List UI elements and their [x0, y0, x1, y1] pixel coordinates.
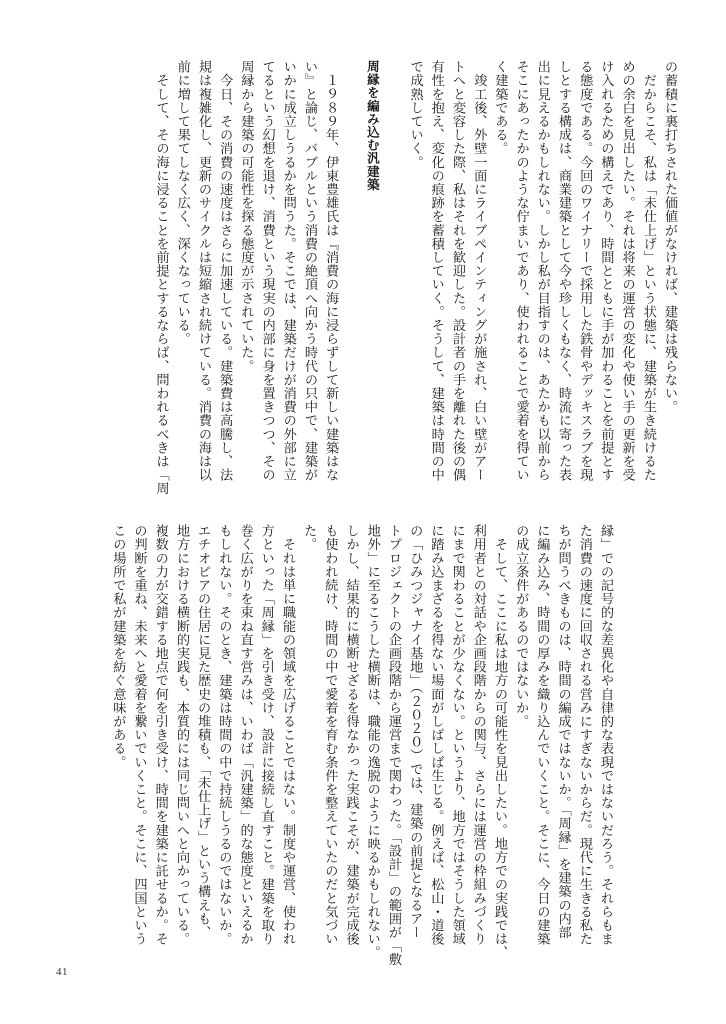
- section-heading: 周縁を編み込む汎建築: [365, 60, 381, 191]
- text-line: 周縁から建築の可能性を探る態度が示されていた。: [238, 60, 254, 373]
- text-line: 地外」に至るこうした横断は、職能の逸脱のように映るかもしれない。: [364, 524, 380, 960]
- text-line: る態度である。今回のワイナリーで採用した鉄骨やデッキスラブを現: [577, 60, 593, 482]
- text-line: 出に見えるかもしれない。しかし私が目指すのは、あたかも以前から: [534, 60, 550, 482]
- text-line: エチオピアの住居に見た歴史の堆積も、「未仕上げ」という構えも、: [195, 524, 211, 939]
- text-line: 複数の力が交錯する地点で何を引き受け、時間を建築に託せるか。そ: [152, 524, 168, 946]
- text-line: の判断を重ね、未来へと愛着を繋いでいくこと。そこに、四国という: [131, 524, 147, 946]
- text-line: ちが問うべきものは、時間の編成ではないか。「周縁」を建築の内部: [555, 524, 571, 939]
- text-line: めの余白を見出したい。それは将来の運営の変化や使い手の更新を受: [619, 60, 635, 482]
- text-line: もしれない。そのとき、建築は時間の中で持続しうるのではないか。: [216, 524, 232, 946]
- text-line: てるという幻想を退け、消費という現実の内部に身を置きつつ、その: [259, 60, 275, 482]
- text-line: で成熟していく。: [407, 60, 423, 169]
- text-line: そこにあったかのような佇まいであり、使われることで愛着を得てい: [513, 60, 529, 482]
- text-line: 地方における横断的実践も、本質的には同じ問いへと向かっている。: [173, 524, 189, 946]
- text-line: け入れるための構えであり、時間とともに手が加わることを前提とす: [598, 60, 614, 482]
- text-line: 竣工後、外壁一面にライブペインティングが施され、白い壁がアー: [471, 60, 487, 482]
- text-line: トへと変容した際、私はそれを歓迎した。設計者の手を離れた後の偶: [449, 60, 465, 482]
- text-line: に踏み込まざるを得ない場面がしばしば生じる。例えば、松山・道後: [428, 524, 444, 946]
- text-line: 利用者との対話や企画段階からの関与、さらには運営の枠組みづくり: [470, 524, 486, 946]
- text-line: 巻く広がりを束ね直す営みは、いわば「汎建築」的な態度といえるか: [237, 524, 253, 946]
- text-line: 有性を抱え、変化の痕跡を蓄積していく。そうして、建築は時間の中: [428, 60, 444, 482]
- text-line: た。: [301, 524, 317, 552]
- text-line: そして、その海に浸ることを前提とするならば、問われるべきは「周: [153, 60, 169, 496]
- text-line: 今日、その消費の速度はさらに加速している。建築費は高騰し、法: [217, 60, 233, 482]
- text-line: 規は複雑化し、更新のサイクルは短縮され続けている。消費の海は以: [195, 60, 211, 482]
- text-line: も使われ続け、時間の中で愛着を育む条件を整えていたのだと気づい: [322, 524, 338, 946]
- text-line: 縁」での記号的な差異化や自律的な表現ではないだろう。それらもま: [598, 524, 613, 946]
- text-line: トプロジェクトの企画段階から運営まで関わった。「設計」の範囲が「敷: [385, 524, 401, 967]
- text-line: 方といった「周縁」を引き受け、設計に接続し直すこと。建築を取り: [258, 524, 274, 946]
- text-line: た消費の速度に回収される営みにすぎないからだ。現代に生きる私た: [576, 524, 592, 946]
- text-line: の「ひみつジャナイ基地」（２０２０）では、建築の前提となるアー: [407, 524, 423, 939]
- text-line: い』と論じ、バブルという消費の絶頂へ向かう時代の只中で、建築が: [301, 60, 317, 482]
- text-line: それは単に職能の領域を広げることではない。制度や運営、使われ: [279, 524, 295, 946]
- text-line: の蓄積に裏打ちされた価値がなければ、建築は残らない。: [662, 60, 677, 414]
- text-line: 前に増して果てしなく広く、深くなっている。: [174, 60, 190, 346]
- text-line: しかし、結果的に横断せざるを得なかった実践こそが、建築が完成後: [343, 524, 359, 946]
- text-line: だからこそ、私は「未仕上げ」という状態に、建築が生き続けるた: [640, 60, 656, 482]
- text-line: にまで関わることが少なくない。というより、地方ではそうした領域: [449, 524, 465, 946]
- text-line: の成立条件があるのではないか。: [513, 524, 529, 728]
- text-line: しとする構成は、商業建築として今や珍しくもなく、時流に寄った表: [555, 60, 571, 482]
- text-line: この場所で私が建築を紡ぐ意味がある。: [110, 524, 126, 769]
- text-line: に編み込み、時間の厚みを織り込んでいくこと。そこに、今日の建築: [534, 524, 550, 946]
- page-number: 41: [56, 966, 68, 978]
- top-text-block: [150, 60, 680, 500]
- text-line: そして、ここに私は地方の可能性を見出したい。地方での実践では、: [491, 524, 507, 960]
- text-line: く建築である。: [492, 60, 508, 156]
- text-line: いかに成立しうるかを問うた。そこでは、建築だけが消費の外部に立: [280, 60, 296, 482]
- text-line: １９８９年、伊東豊雄氏は『消費の海に浸らずして新しい建築はな: [323, 60, 339, 482]
- bottom-text-block: [107, 524, 616, 967]
